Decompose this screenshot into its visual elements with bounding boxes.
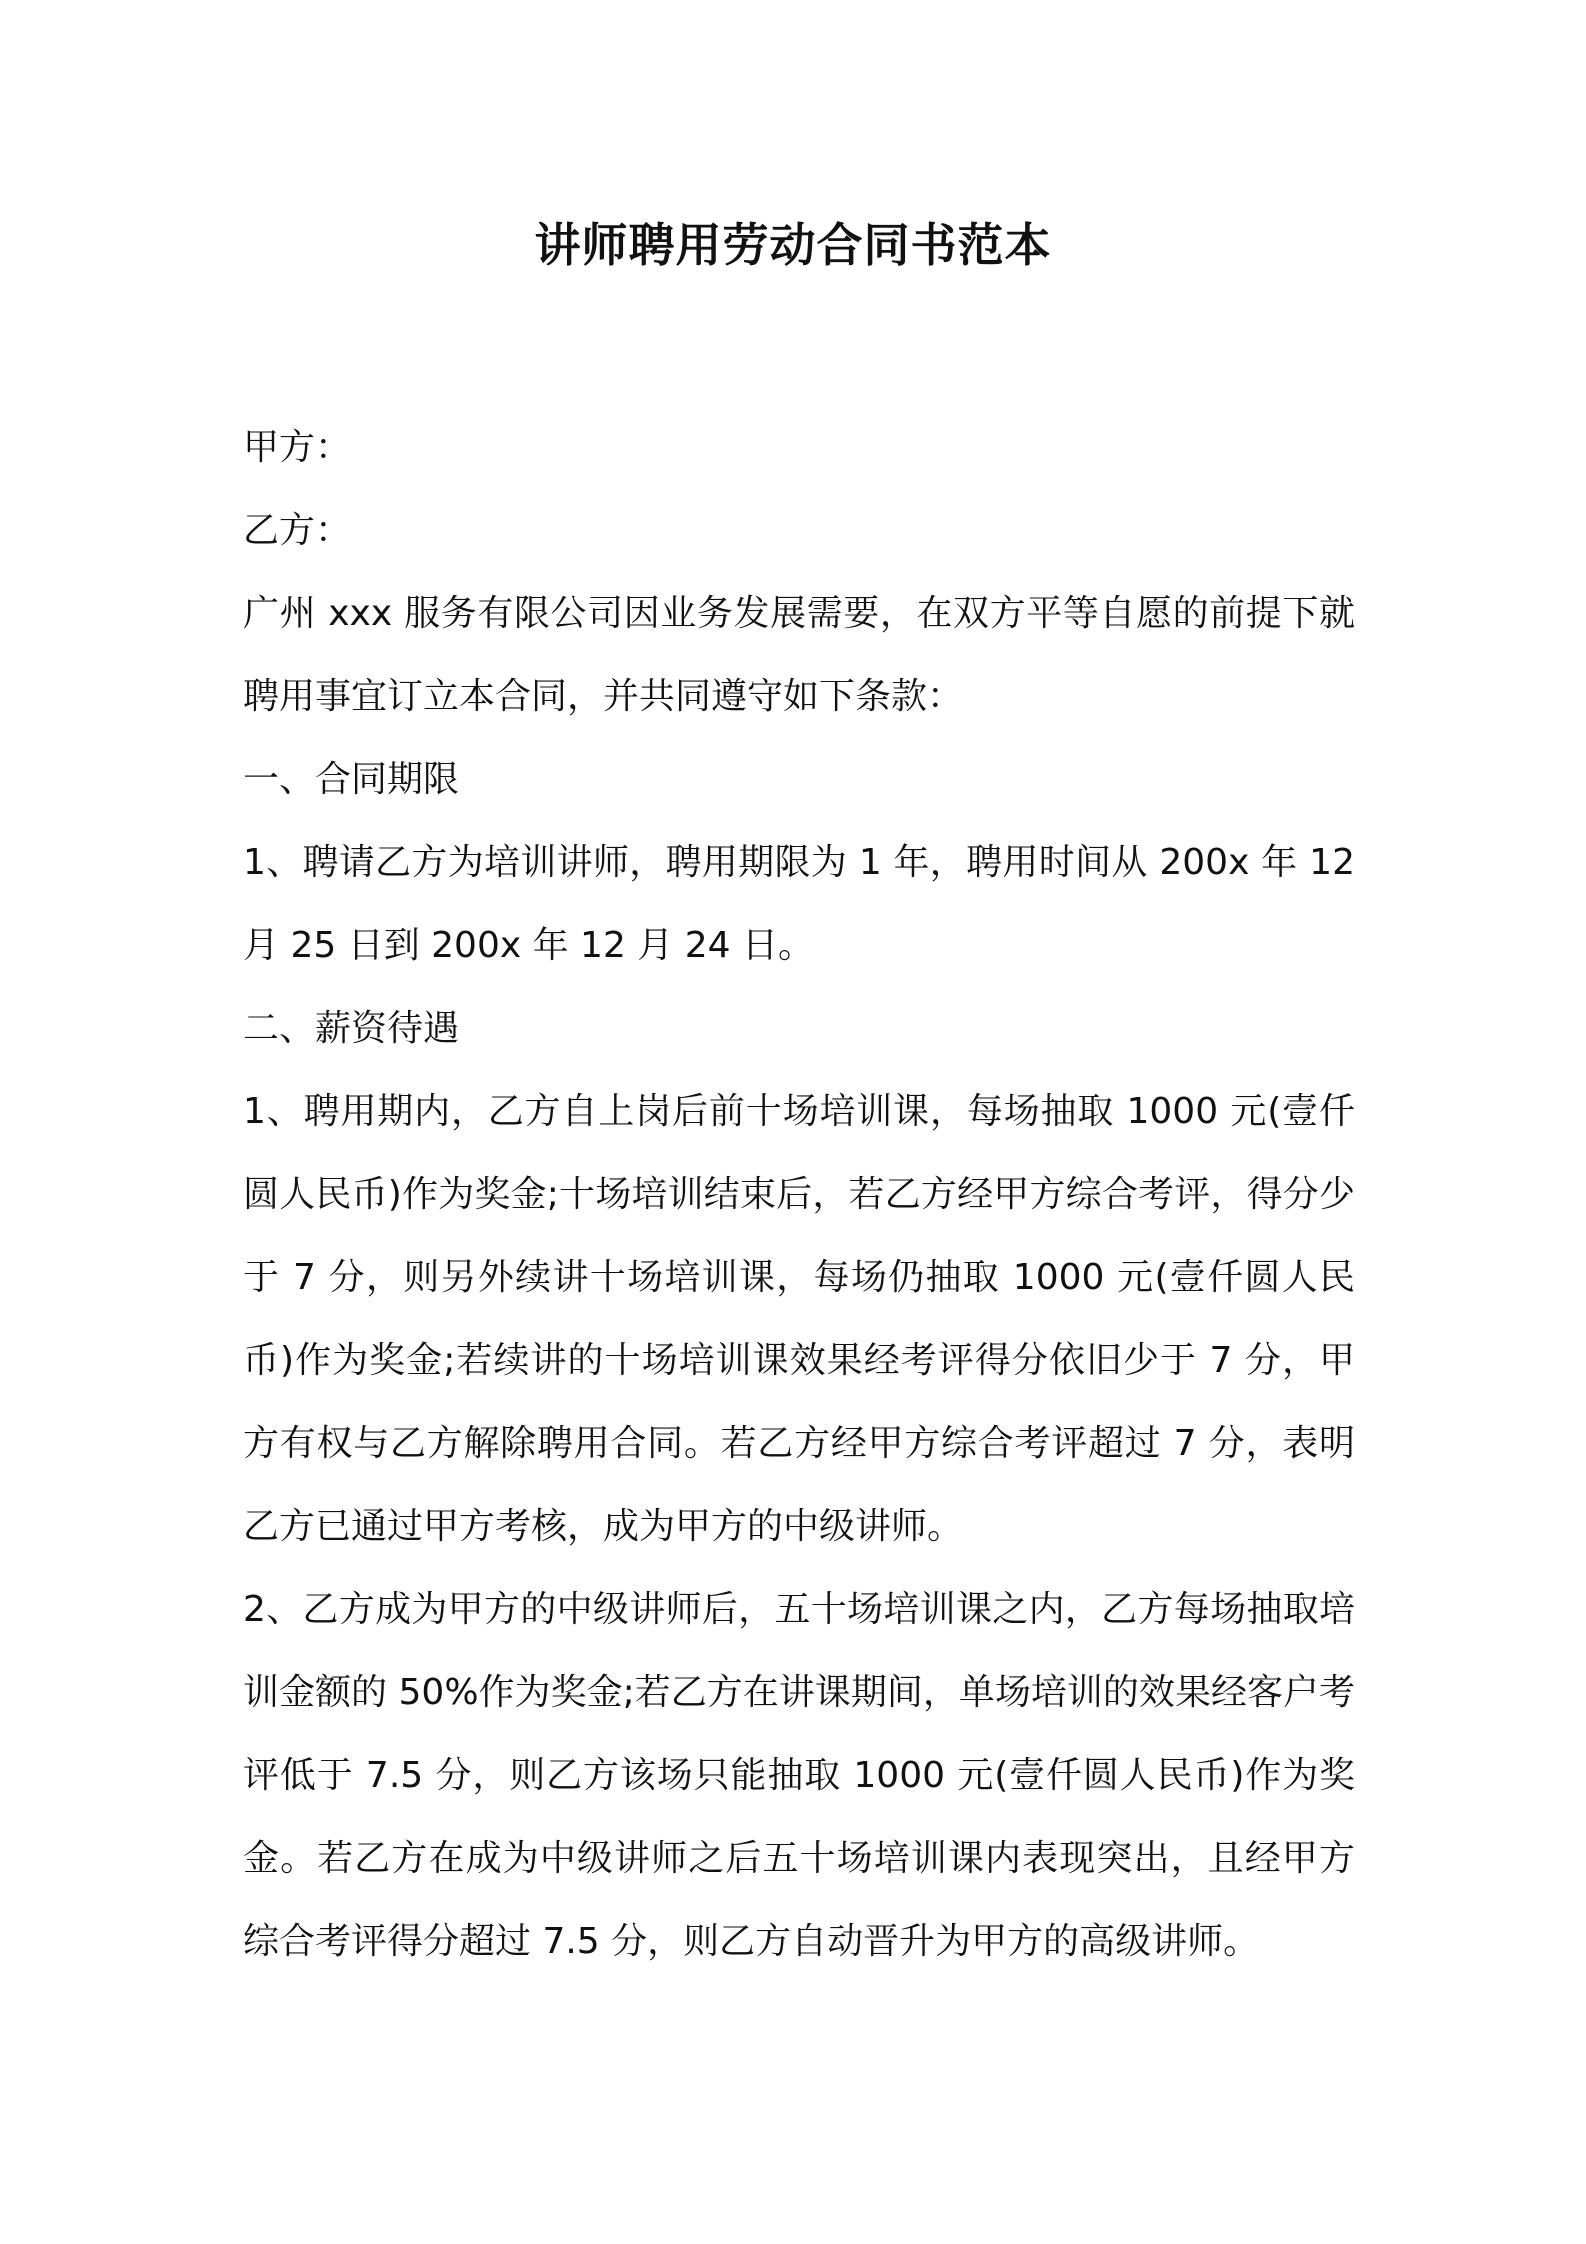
clause-salary-2: 2、乙方成为甲方的中级讲师后，五十场培训课之内，乙方每场抽取培训金额的 50%作为奖金;若乙方在讲课期间，单场培训的效果经客户考评低于 7.5 分，则乙方该场只能抽取 1000 元(壹仟圆人民币)作为奖金。若乙方在成为中级讲师之后五十场培训课内表现突出，且经甲方综合考评得分超过 7.5 分，则乙方自动晋升为甲方的高级讲师。 xyxy=(243,1589,1355,1962)
document-title: 讲师聘用劳动合同书范本 xyxy=(534,218,1052,272)
intro-paragraph: 广州 xxx 服务有限公司因业务发展需要，在双方平等自愿的前提下就聘用事宜订立本合同，并共同遵守如下条款： xyxy=(243,593,1355,717)
document-body xyxy=(243,406,1355,1983)
clause-term-1: 1、聘请乙方为培训讲师，聘用期限为 1 年，聘用时间从 200x 年 12 月 25 日到 200x 年 12 月 24 日。 xyxy=(243,842,1355,966)
party-b-line: 乙方： xyxy=(243,510,352,551)
section-heading-salary: 二、薪资待遇 xyxy=(243,1008,460,1049)
party-a-line: 甲方： xyxy=(243,427,352,468)
section-heading-contract-term: 一、合同期限 xyxy=(243,759,460,800)
clause-salary-1: 1、聘用期内，乙方自上岗后前十场培训课，每场抽取 1000 元(壹仟圆人民币)作为奖金;十场培训结束后，若乙方经甲方综合考评，得分少于 7 分，则另外续讲十场培训课，每场仍抽取 1000 元(壹仟圆人民币)作为奖金;若续讲的十场培训课效果经考评得分依旧少于 7 分，甲方有权与乙方解除聘用合同。若乙方经甲方综合考评超过 7 分，表明乙方已通过甲方考核，成为甲方的中级讲师。 xyxy=(243,1091,1355,1547)
